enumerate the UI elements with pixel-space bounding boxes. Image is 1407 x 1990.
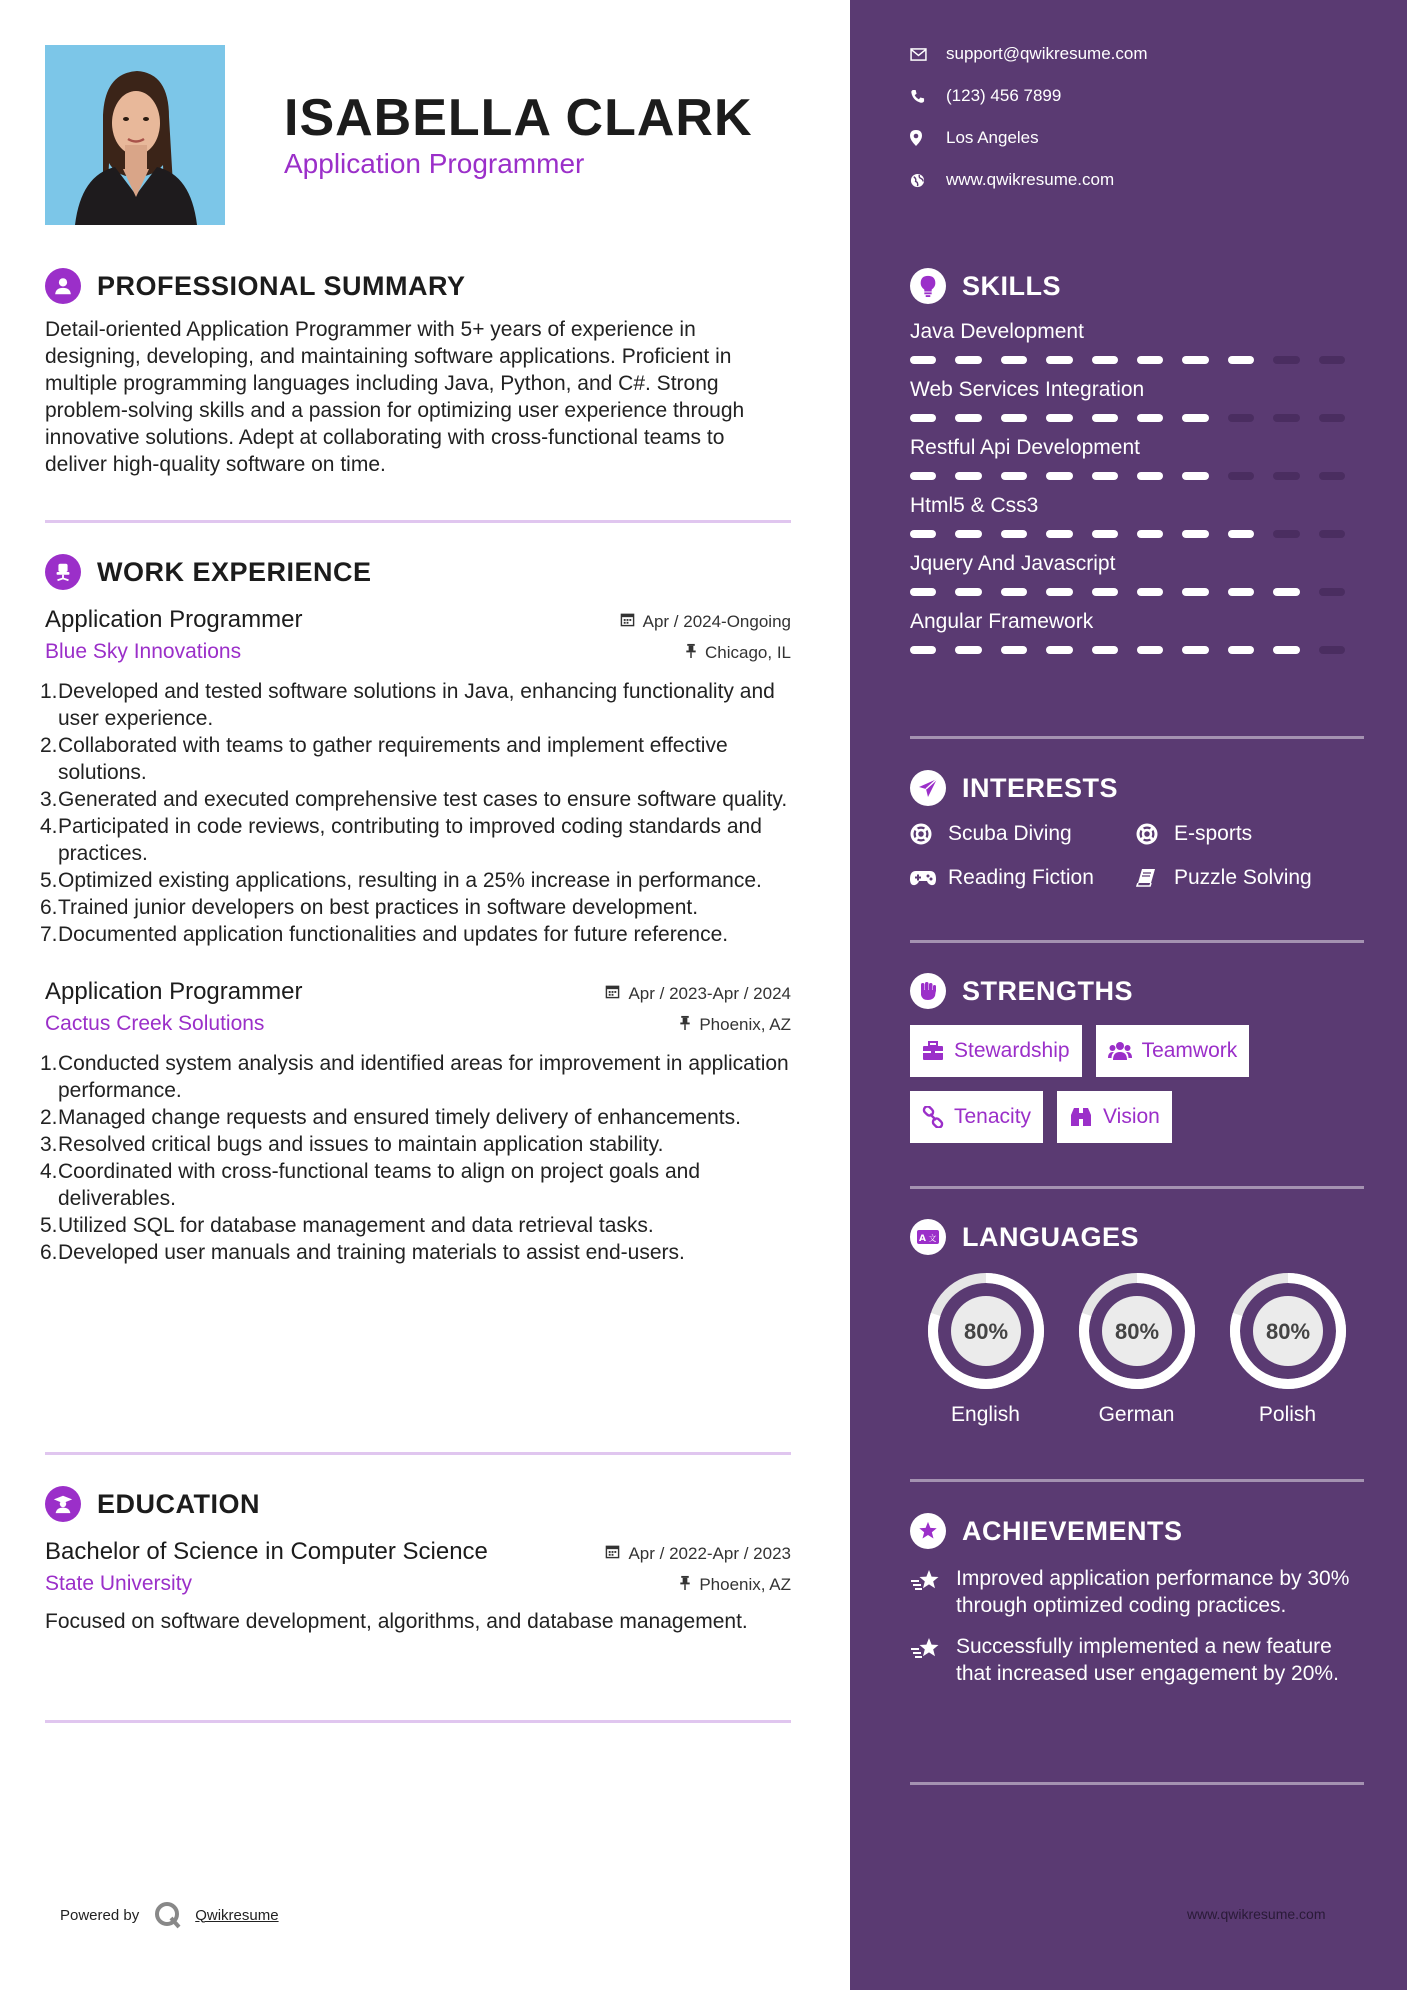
skill-dash bbox=[910, 646, 936, 654]
strengths-heading: STRENGTHS bbox=[962, 975, 1134, 1006]
skill-dash bbox=[1001, 588, 1027, 596]
bullet-number: 7. bbox=[40, 923, 58, 946]
section-divider bbox=[910, 736, 1364, 739]
bullet-item bbox=[40, 894, 791, 921]
achievement-item bbox=[910, 1633, 1364, 1687]
skill-dash bbox=[1137, 356, 1163, 364]
section-divider bbox=[910, 1186, 1364, 1189]
interest-label: Scuba Diving bbox=[948, 822, 1072, 845]
calendar-icon bbox=[605, 1544, 620, 1563]
skill-dash bbox=[955, 356, 981, 364]
languages-section bbox=[910, 1217, 1364, 1427]
skill-item bbox=[910, 552, 1364, 596]
job-date: Apr / 2024-Ongoing bbox=[620, 612, 791, 632]
lifebuoy-icon bbox=[1136, 823, 1162, 845]
bullet-item bbox=[40, 1158, 791, 1212]
skill-dash bbox=[1092, 646, 1118, 654]
skill-dash bbox=[955, 472, 981, 480]
calendar-icon bbox=[620, 612, 635, 631]
interest-label: Puzzle Solving bbox=[1174, 866, 1312, 889]
skill-dash bbox=[955, 588, 981, 596]
language-item bbox=[1061, 1271, 1212, 1427]
bullet-number: 6. bbox=[40, 1241, 58, 1264]
job-date: Apr / 2023-Apr / 2024 bbox=[605, 984, 791, 1004]
skill-item bbox=[910, 610, 1364, 654]
skill-item bbox=[910, 436, 1364, 480]
strength-tag bbox=[1096, 1025, 1250, 1077]
interest-item bbox=[1136, 822, 1362, 846]
contact-website[interactable]: www.qwikresume.com bbox=[910, 170, 1114, 190]
interest-label: Reading Fiction bbox=[948, 866, 1094, 889]
skill-rating bbox=[910, 356, 1364, 364]
skill-dash bbox=[910, 588, 936, 596]
interests-section bbox=[910, 768, 1364, 890]
skill-dash bbox=[1092, 356, 1118, 364]
bullet-item bbox=[40, 921, 791, 948]
job-title: Application Programmer bbox=[45, 606, 303, 633]
skill-dash bbox=[1046, 530, 1072, 538]
qwikresume-logo-icon bbox=[153, 1900, 183, 1930]
bullet-item bbox=[40, 1104, 791, 1131]
skill-name: Jquery And Javascript bbox=[910, 552, 1116, 575]
skill-dash bbox=[1319, 530, 1345, 538]
bullet-item bbox=[40, 1131, 791, 1158]
skill-dash bbox=[910, 356, 936, 364]
skill-dash bbox=[1182, 588, 1208, 596]
language-name: Polish bbox=[1258, 1403, 1317, 1426]
achievements-section bbox=[910, 1511, 1364, 1687]
pin-icon bbox=[679, 1575, 691, 1594]
svg-text:A: A bbox=[919, 1234, 926, 1244]
skill-name: Java Development bbox=[910, 320, 1084, 343]
education-section bbox=[45, 1484, 791, 1635]
bullet-number: 6. bbox=[40, 896, 58, 919]
languages-list bbox=[910, 1271, 1364, 1427]
paper-plane-icon bbox=[910, 770, 946, 806]
education-date: Apr / 2022-Apr / 2023 bbox=[605, 1544, 791, 1564]
pin-icon bbox=[679, 1015, 691, 1034]
skill-dash bbox=[1182, 530, 1208, 538]
company-name: Blue Sky Innovations bbox=[45, 640, 242, 663]
language-name: English bbox=[951, 1403, 1020, 1426]
bullet-text: Participated in code reviews, contributing to improved coding standards and practices. bbox=[58, 815, 762, 865]
strengths-section bbox=[910, 971, 1364, 1143]
mail-icon bbox=[910, 48, 936, 61]
skill-name: Web Services Integration bbox=[910, 378, 1145, 401]
profile-photo bbox=[45, 45, 225, 225]
bullet-item bbox=[40, 1212, 791, 1239]
section-divider bbox=[45, 1720, 791, 1723]
achievement-item bbox=[910, 1565, 1364, 1619]
bullet-text: Developed and tested software solutions in Java, enhancing functionality and user experience. bbox=[58, 680, 775, 730]
achievements-list bbox=[910, 1565, 1364, 1687]
bullet-number: 5. bbox=[40, 1214, 58, 1237]
language-item bbox=[910, 1271, 1061, 1427]
shooting-star-icon bbox=[910, 1633, 956, 1687]
bullet-number: 5. bbox=[40, 869, 58, 892]
job-bullets bbox=[40, 678, 791, 948]
language-gauge bbox=[1077, 1271, 1197, 1391]
bullet-text: Optimized existing applications, resulting in a 25% increase in performance. bbox=[58, 869, 762, 892]
languages-heading: LANGUAGES bbox=[962, 1221, 1140, 1252]
skill-dash bbox=[1001, 530, 1027, 538]
strengths-list bbox=[910, 1025, 1364, 1143]
contact-email[interactable]: support@qwikresume.com bbox=[910, 44, 1148, 64]
skill-dash bbox=[1228, 356, 1254, 364]
skill-dash bbox=[1273, 414, 1299, 422]
skill-dash bbox=[910, 530, 936, 538]
skill-dash bbox=[1137, 588, 1163, 596]
sidebar bbox=[850, 0, 1407, 1990]
bullet-text: Coordinated with cross-functional teams to align on project goals and deliverables. bbox=[58, 1160, 701, 1210]
location-icon bbox=[910, 130, 936, 146]
skill-dash bbox=[1046, 414, 1072, 422]
strength-label: Stewardship bbox=[954, 1039, 1070, 1062]
bullet-text: Documented application functionalities and updates for future reference. bbox=[58, 923, 729, 946]
bullet-text: Managed change requests and ensured timely delivery of enhancements. bbox=[58, 1106, 741, 1129]
candidate-name: ISABELLA CLARK bbox=[284, 89, 753, 147]
skill-dash bbox=[1228, 646, 1254, 654]
strength-label: Teamwork bbox=[1141, 1039, 1238, 1062]
skill-dash bbox=[1273, 646, 1299, 654]
skill-dash bbox=[1182, 356, 1208, 364]
skill-dash bbox=[1228, 588, 1254, 596]
lifebuoy-icon bbox=[910, 823, 936, 845]
skill-rating bbox=[910, 530, 1364, 538]
graduate-icon bbox=[45, 1486, 81, 1522]
bullet-number: 4. bbox=[40, 1160, 58, 1183]
interest-item bbox=[910, 822, 1136, 846]
qwikresume-link[interactable]: Qwikresume bbox=[195, 1906, 279, 1924]
bullet-item bbox=[40, 813, 791, 867]
skills-list bbox=[910, 320, 1364, 654]
skill-dash bbox=[955, 646, 981, 654]
skill-dash bbox=[1092, 588, 1118, 596]
book-icon bbox=[1136, 868, 1162, 888]
language-name: German bbox=[1098, 1403, 1175, 1426]
experience-heading: WORK EXPERIENCE bbox=[97, 556, 372, 587]
users-icon bbox=[1108, 1041, 1132, 1061]
skill-rating bbox=[910, 472, 1364, 480]
globe-icon bbox=[910, 173, 936, 188]
binoculars-icon bbox=[1069, 1107, 1093, 1127]
bullet-number: 1. bbox=[40, 680, 58, 703]
bullet-text: Collaborated with teams to gather requirements and implement effective solutions. bbox=[58, 734, 728, 784]
bullet-text: Resolved critical bugs and issues to maintain application stability. bbox=[58, 1133, 664, 1156]
bullet-number: 2. bbox=[40, 1106, 58, 1129]
strength-label: Vision bbox=[1103, 1105, 1160, 1128]
skill-dash bbox=[1001, 414, 1027, 422]
user-icon bbox=[45, 268, 81, 304]
skill-dash bbox=[1182, 472, 1208, 480]
bullet-item bbox=[40, 678, 791, 732]
skill-dash bbox=[1319, 472, 1345, 480]
star-badge-icon bbox=[910, 1513, 946, 1549]
job-bullets bbox=[40, 1050, 791, 1266]
shooting-star-icon bbox=[910, 1565, 956, 1619]
job-title: Application Programmer bbox=[45, 978, 303, 1005]
degree-title: Bachelor of Science in Computer Science bbox=[45, 1538, 488, 1565]
skill-dash bbox=[1319, 414, 1345, 422]
skill-dash bbox=[1273, 588, 1299, 596]
link-icon bbox=[922, 1106, 944, 1128]
bullet-number: 3. bbox=[40, 1133, 58, 1156]
skill-name: Angular Framework bbox=[910, 610, 1094, 633]
skill-dash bbox=[1228, 414, 1254, 422]
lightbulb-icon bbox=[910, 268, 946, 304]
skill-dash bbox=[1001, 356, 1027, 364]
achievement-text: Improved application performance by 30% through optimized coding practices. bbox=[956, 1567, 1350, 1617]
section-divider bbox=[910, 1782, 1364, 1785]
section-divider bbox=[45, 520, 791, 523]
strength-label: Tenacity bbox=[954, 1105, 1032, 1128]
skill-dash bbox=[1319, 356, 1345, 364]
bullet-item bbox=[40, 1050, 791, 1104]
skill-dash bbox=[1182, 414, 1208, 422]
achievement-text: Successfully implemented a new feature that increased user engagement by 20%. bbox=[956, 1635, 1339, 1685]
skill-dash bbox=[1092, 530, 1118, 538]
skill-dash bbox=[955, 530, 981, 538]
job-location: Chicago, IL bbox=[685, 643, 791, 663]
bullet-number: 4. bbox=[40, 815, 58, 838]
language-gauge bbox=[926, 1271, 1046, 1391]
candidate-title: Application Programmer bbox=[284, 148, 585, 179]
calendar-icon bbox=[605, 984, 620, 1003]
job-entry bbox=[40, 978, 791, 1266]
phone-icon bbox=[910, 89, 936, 104]
pin-icon bbox=[685, 643, 697, 662]
interest-item bbox=[910, 866, 1136, 890]
skill-dash bbox=[1182, 646, 1208, 654]
skill-item bbox=[910, 378, 1364, 422]
briefcase-icon bbox=[922, 1041, 944, 1061]
skill-item bbox=[910, 494, 1364, 538]
section-divider bbox=[910, 940, 1364, 943]
skill-rating bbox=[910, 588, 1364, 596]
bullet-item bbox=[40, 867, 791, 894]
skill-name: Html5 & Css3 bbox=[910, 494, 1039, 517]
strength-tag bbox=[910, 1025, 1082, 1077]
bullet-item bbox=[40, 786, 791, 813]
svg-text:文: 文 bbox=[928, 1234, 937, 1243]
fist-icon bbox=[910, 973, 946, 1009]
gauge-label: 80% bbox=[1265, 1319, 1310, 1344]
skill-item bbox=[910, 320, 1364, 364]
company-name: Cactus Creek Solutions bbox=[45, 1012, 265, 1035]
powered-by: Powered by Qwikresume bbox=[60, 1900, 279, 1930]
skill-dash bbox=[1137, 646, 1163, 654]
gauge-label: 80% bbox=[1114, 1319, 1159, 1344]
language-gauge bbox=[1228, 1271, 1348, 1391]
skill-rating bbox=[910, 414, 1364, 422]
skill-dash bbox=[1001, 472, 1027, 480]
skill-dash bbox=[1273, 356, 1299, 364]
job-entry bbox=[40, 606, 791, 948]
chair-icon bbox=[45, 554, 81, 590]
school-name: State University bbox=[45, 1572, 193, 1595]
skills-heading: SKILLS bbox=[962, 270, 1062, 301]
gamepad-icon bbox=[910, 870, 936, 886]
summary-text: Detail-oriented Application Programmer with 5+ years of experience in designing, developing, and maintaining software applications. Proficient in multiple programming languages including Java, Python, and C#. Strong problem-solving skills and a passion for optimizing user experience through innovative solutions. Adept at collaborating with cross-functional teams to deliver high-quality software on time. bbox=[45, 318, 745, 476]
skill-dash bbox=[1273, 530, 1299, 538]
bullet-number: 2. bbox=[40, 734, 58, 757]
skill-dash bbox=[1137, 414, 1163, 422]
bullet-item bbox=[40, 1239, 791, 1266]
skill-dash bbox=[1092, 472, 1118, 480]
footer-website[interactable]: www.qwikresume.com bbox=[1187, 1906, 1326, 1922]
bullet-number: 1. bbox=[40, 1052, 58, 1075]
section-divider bbox=[910, 1479, 1364, 1482]
skill-dash bbox=[1046, 646, 1072, 654]
contact-phone[interactable]: (123) 456 7899 bbox=[910, 86, 1061, 106]
skill-dash bbox=[910, 414, 936, 422]
contact-location: Los Angeles bbox=[910, 128, 1039, 148]
education-entry bbox=[45, 1538, 791, 1635]
skill-dash bbox=[1319, 588, 1345, 596]
skill-rating bbox=[910, 646, 1364, 654]
skills-section bbox=[910, 266, 1364, 654]
skill-dash bbox=[1273, 472, 1299, 480]
bullet-number: 3. bbox=[40, 788, 58, 811]
education-description: Focused on software development, algorithms, and database management. bbox=[45, 1610, 748, 1633]
bullet-text: Generated and executed comprehensive test cases to ensure software quality. bbox=[58, 788, 788, 811]
strength-tag bbox=[1057, 1091, 1172, 1143]
interest-label: E-sports bbox=[1174, 822, 1253, 845]
strength-tag bbox=[910, 1091, 1043, 1143]
skill-dash bbox=[1228, 472, 1254, 480]
translate-icon bbox=[910, 1219, 946, 1255]
education-heading: EDUCATION bbox=[97, 1488, 260, 1519]
bullet-text: Utilized SQL for database management and data retrieval tasks. bbox=[58, 1214, 654, 1237]
skill-dash bbox=[1046, 356, 1072, 364]
bullet-text: Developed user manuals and training materials to assist end-users. bbox=[58, 1241, 685, 1264]
skill-dash bbox=[910, 472, 936, 480]
education-location: Phoenix, AZ bbox=[679, 1575, 791, 1595]
summary-heading: PROFESSIONAL SUMMARY bbox=[97, 270, 466, 301]
skill-dash bbox=[1137, 472, 1163, 480]
interests-list bbox=[910, 822, 1364, 890]
skill-dash bbox=[1319, 646, 1345, 654]
bullet-text: Conducted system analysis and identified areas for improvement in application performance. bbox=[58, 1052, 789, 1102]
interests-heading: INTERESTS bbox=[962, 772, 1119, 803]
language-item bbox=[1212, 1271, 1363, 1427]
bullet-item bbox=[40, 732, 791, 786]
skill-dash bbox=[1092, 414, 1118, 422]
skill-dash bbox=[1046, 588, 1072, 596]
skill-dash bbox=[1228, 530, 1254, 538]
gauge-label: 80% bbox=[963, 1319, 1008, 1344]
interest-item bbox=[1136, 866, 1362, 890]
skill-dash bbox=[1046, 472, 1072, 480]
skill-name: Restful Api Development bbox=[910, 436, 1140, 459]
job-location: Phoenix, AZ bbox=[679, 1015, 791, 1035]
skill-dash bbox=[1001, 646, 1027, 654]
section-divider bbox=[45, 1452, 791, 1455]
summary-section bbox=[45, 266, 791, 478]
skill-dash bbox=[1137, 530, 1163, 538]
bullet-text: Trained junior developers on best practices in software development. bbox=[58, 896, 699, 919]
experience-section bbox=[40, 552, 791, 1266]
achievements-heading: ACHIEVEMENTS bbox=[962, 1515, 1183, 1546]
skill-dash bbox=[955, 414, 981, 422]
